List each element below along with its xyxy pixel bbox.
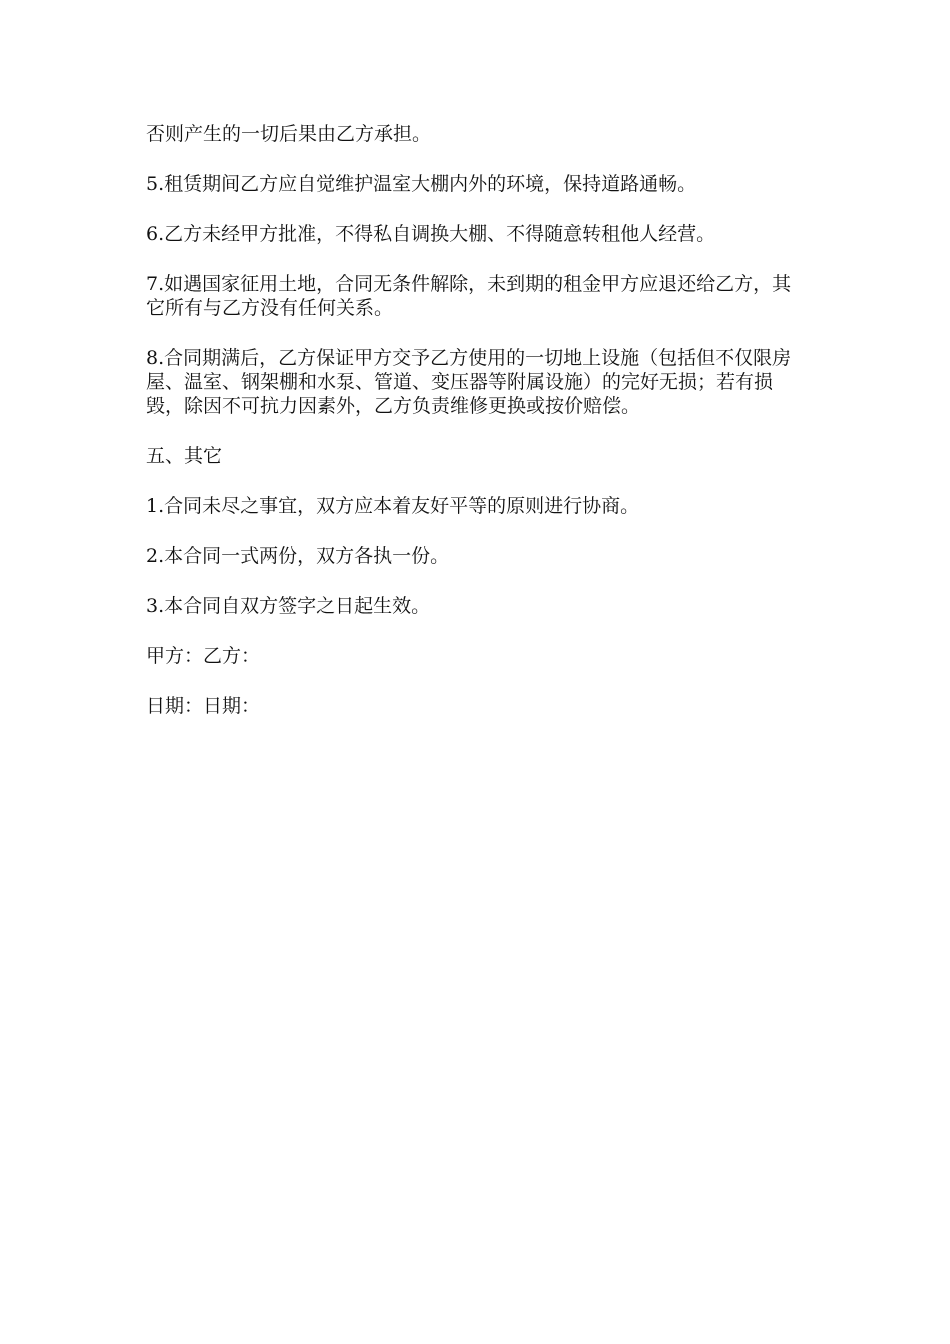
clause-6-no-sublease: 6.乙方未经甲方批准，不得私自调换大棚、不得随意转租他人经营。 <box>146 223 716 245</box>
document-body <box>146 122 806 744</box>
clause-8-facilities: 8.合同期满后，乙方保证甲方交予乙方使用的一切地上设施（包括但不仅限房屋、温室、钢架棚和水泵、管道、变压器等附属设施）的完好无损；若有损毁，除因不可抗力因素外，乙方负责维修更换或按价赔偿。 <box>146 347 792 417</box>
other-clause-3: 3.本合同自双方签字之日起生效。 <box>146 595 431 617</box>
other-clause-1: 1.合同未尽之事宜，双方应本着友好平等的原则进行协商。 <box>146 495 640 517</box>
paragraph-consequences: 否则产生的一切后果由乙方承担。 <box>146 123 432 145</box>
section-heading-other: 五、其它 <box>146 445 223 467</box>
clause-7-land-requisition: 7.如遇国家征用土地，合同无条件解除，未到期的租金甲方应退还给乙方，其它所有与乙方没有任何关系。 <box>146 273 792 319</box>
clause-5-maintenance: 5.租赁期间乙方应自觉维护温室大棚内外的环境，保持道路通畅。 <box>146 173 697 195</box>
signature-dates: 日期：日期： <box>146 695 261 717</box>
signature-parties: 甲方：乙方： <box>146 645 261 667</box>
other-clause-2: 2.本合同一式两份，双方各执一份。 <box>146 545 450 567</box>
